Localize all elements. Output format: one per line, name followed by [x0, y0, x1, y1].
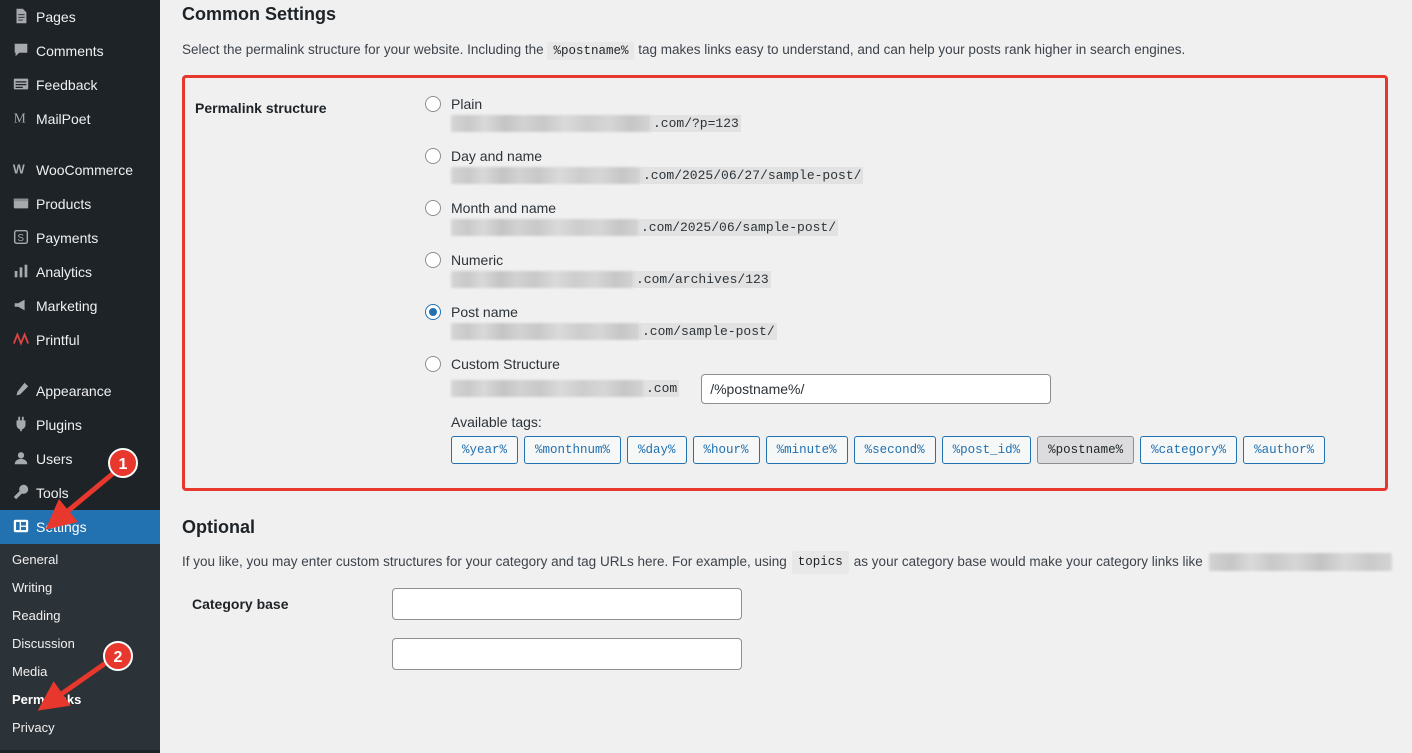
- tag-button-author[interactable]: %author%: [1243, 436, 1325, 464]
- custom-structure-prefix: .com: [646, 381, 678, 397]
- sidebar-item-label: Payments: [36, 230, 99, 246]
- plugins-icon: [12, 408, 36, 442]
- radio-numeric-label: Numeric: [451, 251, 504, 268]
- blurred-domain: [451, 219, 639, 236]
- submenu-item-general[interactable]: General: [12, 552, 59, 567]
- annotation-marker-1: 1: [108, 448, 138, 478]
- tag-button-year[interactable]: %year%: [451, 436, 518, 464]
- optional-desc-text-2: as your category base would make your category links like: [853, 554, 1203, 569]
- permalink-structure-table: [185, 88, 1385, 472]
- permalink-description: [182, 40, 1392, 61]
- sidebar-item-label: Tools: [36, 485, 69, 501]
- radio-custom-structure-label: Custom Structure: [451, 355, 560, 372]
- mailpoet-icon: [12, 102, 36, 136]
- example-day-and-name-url: .com/2025/06/27/sample-post/: [643, 168, 862, 184]
- sidebar-item-plugins[interactable]: [0, 408, 160, 442]
- desc-text-2: tag makes links easy to understand, and can help your posts rank higher in search engines.: [638, 42, 1186, 57]
- custom-structure-input[interactable]: [701, 374, 1051, 404]
- radio-custom-structure-icon[interactable]: [425, 356, 441, 372]
- admin-sidebar: [0, 0, 160, 753]
- topics-code: topics: [792, 551, 849, 574]
- tag-button-post-id[interactable]: %post_id%: [942, 436, 1032, 464]
- radio-option-month-and-name[interactable]: [425, 200, 1375, 216]
- svg-text:M: M: [13, 110, 26, 126]
- available-tags-label: Available tags:: [451, 413, 542, 430]
- sidebar-item-payments[interactable]: [0, 221, 160, 255]
- sidebar-item-marketing[interactable]: [0, 289, 160, 323]
- blurred-domain: [451, 167, 641, 184]
- page-title: Common Settings: [182, 4, 337, 24]
- submenu-item-discussion[interactable]: Discussion: [12, 636, 75, 651]
- category-base-input[interactable]: [392, 588, 742, 620]
- example-plain: [451, 114, 1375, 134]
- example-day-and-name: [451, 166, 1375, 186]
- sidebar-item-woocommerce[interactable]: [0, 153, 160, 187]
- blurred-domain: [451, 323, 640, 340]
- radio-option-numeric[interactable]: [425, 252, 1375, 268]
- sidebar-item-label: Comments: [36, 43, 104, 59]
- sidebar-item-label: Marketing: [36, 298, 98, 314]
- radio-numeric-icon[interactable]: [425, 252, 441, 268]
- submenu-item-writing[interactable]: Writing: [12, 580, 53, 595]
- radio-month-and-name-label: Month and name: [451, 199, 557, 216]
- sidebar-item-label: MailPoet: [36, 111, 91, 127]
- example-month-and-name: [451, 218, 1375, 238]
- desc-text-1: Select the permalink structure for your website. Including the: [182, 42, 544, 57]
- analytics-icon: [12, 255, 36, 289]
- example-post-name-url: .com/sample-post/: [642, 324, 775, 340]
- optional-desc-text-1: If you like, you may enter custom structures for your category and tag URLs here. For example, using: [182, 554, 787, 569]
- tag-button-hour[interactable]: %hour%: [693, 436, 760, 464]
- products-icon: [12, 187, 36, 221]
- sidebar-item-printful[interactable]: [0, 323, 160, 357]
- category-base-row: [182, 588, 1392, 620]
- example-numeric: [451, 270, 1375, 290]
- example-numeric-url: .com/archives/123: [636, 272, 769, 288]
- marketing-icon: [12, 289, 36, 323]
- sidebar-item-feedback[interactable]: [0, 68, 160, 102]
- tag-button-category[interactable]: %category%: [1140, 436, 1237, 464]
- sidebar-item-pages[interactable]: [0, 0, 160, 34]
- blurred-domain: [451, 115, 651, 132]
- sidebar-item-label: Analytics: [36, 264, 93, 280]
- blurred-example-url: [1209, 553, 1392, 571]
- radio-post-name-label: Post name: [451, 303, 518, 320]
- feedback-icon: [12, 68, 36, 102]
- available-tags-list: [451, 436, 1375, 464]
- tag-base-row: [182, 638, 1392, 670]
- page-icon: [12, 0, 36, 34]
- sidebar-item-analytics[interactable]: [0, 255, 160, 289]
- permalink-structure-label: Permalink structure: [195, 99, 327, 116]
- permalink-structure-highlight-box: [182, 75, 1388, 491]
- tag-button-day[interactable]: %day%: [627, 436, 687, 464]
- radio-option-day-and-name[interactable]: [425, 148, 1375, 164]
- radio-month-and-name-icon[interactable]: [425, 200, 441, 216]
- sidebar-item-appearance[interactable]: [0, 374, 160, 408]
- submenu-item-media[interactable]: Media: [12, 664, 48, 679]
- radio-day-and-name-icon[interactable]: [425, 148, 441, 164]
- blurred-domain: [451, 271, 634, 288]
- sidebar-item-mailpoet[interactable]: [0, 102, 160, 136]
- radio-option-post-name[interactable]: [425, 304, 1375, 320]
- optional-description: [182, 551, 1392, 574]
- submenu-item-permalinks[interactable]: Permalinks: [12, 692, 82, 707]
- radio-day-and-name-label: Day and name: [451, 147, 543, 164]
- radio-option-plain[interactable]: [425, 96, 1375, 112]
- optional-title: Optional: [182, 516, 255, 537]
- sidebar-item-label: Printful: [36, 332, 80, 348]
- sidebar-item-label: Products: [36, 196, 92, 212]
- sidebar-item-label: WooCommerce: [36, 162, 133, 178]
- example-plain-url: .com/?p=123: [653, 116, 739, 132]
- radio-plain-label: Plain: [451, 95, 483, 112]
- printful-icon: [12, 323, 36, 357]
- comments-icon: [12, 34, 36, 68]
- postname-tag-code: %postname%: [547, 42, 634, 60]
- sidebar-item-label: Plugins: [36, 417, 82, 433]
- sidebar-item-products[interactable]: [0, 187, 160, 221]
- sidebar-separator-2: [0, 365, 160, 366]
- tag-button-minute[interactable]: %minute%: [766, 436, 848, 464]
- woocommerce-icon: [12, 153, 36, 187]
- annotation-marker-2: 2: [103, 641, 133, 671]
- submenu-item-reading[interactable]: Reading: [12, 608, 61, 623]
- payments-icon: [12, 221, 36, 255]
- category-base-label: Category base: [192, 595, 289, 612]
- radio-option-custom-structure[interactable]: [425, 356, 1375, 372]
- blurred-domain: [451, 380, 644, 397]
- tag-base-input[interactable]: [392, 638, 742, 670]
- submenu-item-privacy[interactable]: Privacy: [12, 720, 55, 735]
- sidebar-separator: [0, 144, 160, 145]
- svg-text:S: S: [17, 233, 24, 245]
- svg-text:W: W: [12, 162, 25, 177]
- custom-structure-row: [451, 374, 1375, 404]
- sidebar-item-label: Feedback: [36, 77, 98, 93]
- radio-post-name-icon[interactable]: [425, 304, 441, 320]
- sidebar-item-label: Users: [36, 451, 73, 467]
- sidebar-item-label: Pages: [36, 9, 76, 25]
- sidebar-item-label: Settings: [36, 519, 87, 535]
- settings-content: [160, 0, 1412, 753]
- example-post-name: [451, 322, 1375, 342]
- sidebar-item-label: Appearance: [36, 383, 112, 399]
- radio-plain-icon[interactable]: [425, 96, 441, 112]
- tag-button-monthnum[interactable]: %monthnum%: [524, 436, 621, 464]
- tag-button-postname[interactable]: %postname%: [1037, 436, 1134, 464]
- example-month-and-name-url: .com/2025/06/sample-post/: [641, 220, 837, 236]
- appearance-icon: [12, 374, 36, 408]
- sidebar-item-comments[interactable]: [0, 34, 160, 68]
- tag-button-second[interactable]: %second%: [854, 436, 936, 464]
- permalink-options-cell: [415, 88, 1385, 472]
